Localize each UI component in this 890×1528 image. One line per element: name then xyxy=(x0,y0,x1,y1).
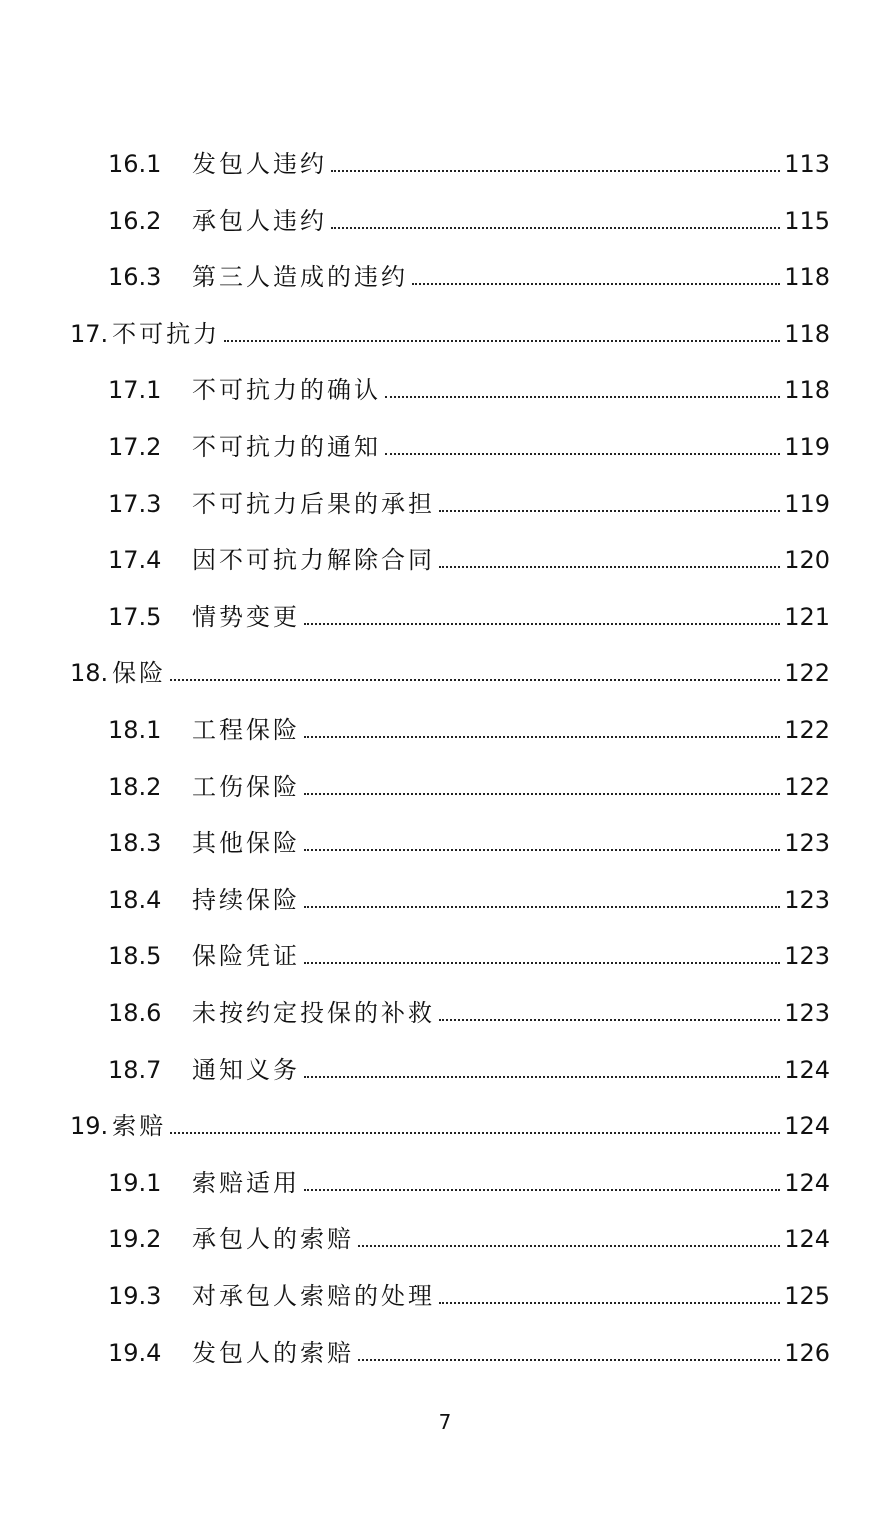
toc-entry-number: 16.3 xyxy=(108,263,162,292)
toc-entry-number: 18.5 xyxy=(108,942,162,971)
toc-entry[interactable] xyxy=(70,308,830,348)
dot-leader xyxy=(331,227,780,229)
toc-entry-title: 不可抗力的确认 xyxy=(192,376,381,405)
toc-entry-page: 122 xyxy=(784,716,830,744)
toc-entry[interactable] xyxy=(108,987,830,1027)
dot-leader xyxy=(439,1019,780,1021)
toc-entry-number: 17.4 xyxy=(108,546,162,575)
toc-entry-page: 119 xyxy=(784,433,830,461)
toc-entry[interactable] xyxy=(108,138,830,178)
dot-leader xyxy=(331,170,780,172)
toc-entry-title: 工伤保险 xyxy=(192,772,300,801)
toc-entry-title: 对承包人索赔的处理 xyxy=(192,1282,435,1310)
toc-entry-number: 17.2 xyxy=(108,433,162,461)
dot-leader xyxy=(304,736,780,738)
dot-leader xyxy=(304,1189,780,1191)
toc-entry[interactable] xyxy=(108,591,830,631)
toc-entry-number: 17.5 xyxy=(108,602,162,631)
toc-entry-number: 18.3 xyxy=(108,829,162,858)
dot-leader xyxy=(304,849,780,851)
toc-entry-page: 115 xyxy=(784,206,830,235)
toc-entry-number: 18. xyxy=(70,659,109,688)
toc-entry[interactable] xyxy=(108,1327,830,1367)
dot-leader xyxy=(304,906,780,908)
toc-entry-number: 19.1 xyxy=(108,1168,162,1197)
toc-entry-number: 16.2 xyxy=(108,206,162,235)
toc-entry-number: 16.1 xyxy=(108,150,162,178)
toc-entry-page: 124 xyxy=(784,1055,830,1084)
toc-entry[interactable] xyxy=(108,761,830,801)
toc-entry[interactable] xyxy=(108,478,830,518)
dot-leader xyxy=(304,793,780,795)
toc-entry-title: 不可抗力后果的承担 xyxy=(192,489,435,518)
dot-leader xyxy=(385,396,780,398)
toc-entry-number: 18.6 xyxy=(108,999,162,1027)
dot-leader xyxy=(412,283,780,285)
page-number: 7 xyxy=(438,1410,452,1434)
toc-entry-title: 不可抗力 xyxy=(112,319,221,348)
toc-entry-number: 18.2 xyxy=(108,772,162,801)
toc-entry-title: 发包人违约 xyxy=(192,150,327,178)
dot-leader xyxy=(439,566,780,568)
toc-entry-title: 索赔适用 xyxy=(192,1168,300,1197)
toc-entry-number: 17.3 xyxy=(108,489,162,518)
toc-entry-page: 122 xyxy=(784,772,830,801)
toc-entry[interactable] xyxy=(108,704,830,744)
dot-leader xyxy=(358,1245,780,1247)
toc-entry-number: 18.1 xyxy=(108,716,162,744)
toc-entry-title: 工程保险 xyxy=(192,716,300,744)
toc-entry-title: 保险 xyxy=(112,659,167,688)
toc-entry-page: 123 xyxy=(784,999,830,1027)
toc-entry-page: 123 xyxy=(784,885,830,914)
toc-entry-page: 124 xyxy=(784,1225,830,1254)
dot-leader xyxy=(224,340,780,342)
toc-entry[interactable] xyxy=(108,534,830,574)
toc-entry-page: 120 xyxy=(784,546,830,575)
toc-entry-page: 123 xyxy=(784,942,830,971)
toc-entry-page: 123 xyxy=(784,829,830,858)
toc-entry-number: 18.7 xyxy=(108,1055,162,1084)
toc-entry-title: 承包人违约 xyxy=(192,206,327,235)
dot-leader xyxy=(304,623,780,625)
toc-entry-number: 19.3 xyxy=(108,1282,162,1310)
toc-entry-number: 17.1 xyxy=(108,376,162,405)
toc-entry-page: 126 xyxy=(784,1338,830,1367)
toc-entry-title: 其他保险 xyxy=(192,829,300,858)
toc-entry[interactable] xyxy=(108,364,830,404)
toc-entry-number: 19. xyxy=(70,1112,109,1141)
toc-entry-page: 118 xyxy=(784,319,830,348)
dot-leader xyxy=(170,679,780,681)
toc-entry-page: 121 xyxy=(784,602,830,631)
toc-entry-title: 第三人造成的违约 xyxy=(192,263,408,292)
toc-entry-page: 124 xyxy=(784,1168,830,1197)
toc-entry-title: 情势变更 xyxy=(192,602,300,631)
toc-entry-title: 因不可抗力解除合同 xyxy=(192,546,435,575)
toc-entry-page: 119 xyxy=(784,489,830,518)
toc-entry-title: 通知义务 xyxy=(192,1055,300,1084)
toc-entry[interactable] xyxy=(108,251,830,291)
dot-leader xyxy=(304,962,780,964)
toc-entry-number: 19.4 xyxy=(108,1338,162,1367)
toc-entry[interactable] xyxy=(108,874,830,914)
toc-entry[interactable] xyxy=(108,1157,830,1197)
toc-entry-title: 发包人的索赔 xyxy=(192,1338,354,1367)
toc-entry[interactable] xyxy=(108,195,830,235)
toc-entry-title: 承包人的索赔 xyxy=(192,1225,354,1254)
toc-entry-page: 113 xyxy=(784,150,830,178)
toc-entry-title: 不可抗力的通知 xyxy=(192,433,381,461)
toc-entry[interactable] xyxy=(108,817,830,857)
dot-leader xyxy=(439,1302,780,1304)
dot-leader xyxy=(385,453,780,455)
dot-leader xyxy=(170,1132,780,1134)
toc-entry-title: 索赔 xyxy=(112,1112,167,1141)
toc-entry[interactable] xyxy=(108,930,830,970)
toc-entry[interactable] xyxy=(108,1270,830,1310)
toc-entry-page: 118 xyxy=(784,376,830,405)
toc-entry[interactable] xyxy=(108,1213,830,1253)
toc-entry-title: 未按约定投保的补救 xyxy=(192,999,435,1027)
toc-entry-number: 19.2 xyxy=(108,1225,162,1254)
toc-entry[interactable] xyxy=(70,1100,830,1140)
toc-entry-number: 18.4 xyxy=(108,885,162,914)
toc-entry-number: 17. xyxy=(70,319,109,348)
dot-leader xyxy=(439,510,780,512)
toc-entry-page: 122 xyxy=(784,659,830,688)
toc-entry-title: 保险凭证 xyxy=(192,942,300,971)
toc-entry-page: 124 xyxy=(784,1112,830,1141)
toc-entry-title: 持续保险 xyxy=(192,885,300,914)
dot-leader xyxy=(304,1076,780,1078)
toc-entry-page: 125 xyxy=(784,1282,830,1310)
dot-leader xyxy=(358,1359,780,1361)
toc-entry[interactable] xyxy=(108,1044,830,1084)
toc-entry[interactable] xyxy=(108,421,830,461)
toc-entry-page: 118 xyxy=(784,263,830,292)
toc-entry[interactable] xyxy=(70,647,830,687)
